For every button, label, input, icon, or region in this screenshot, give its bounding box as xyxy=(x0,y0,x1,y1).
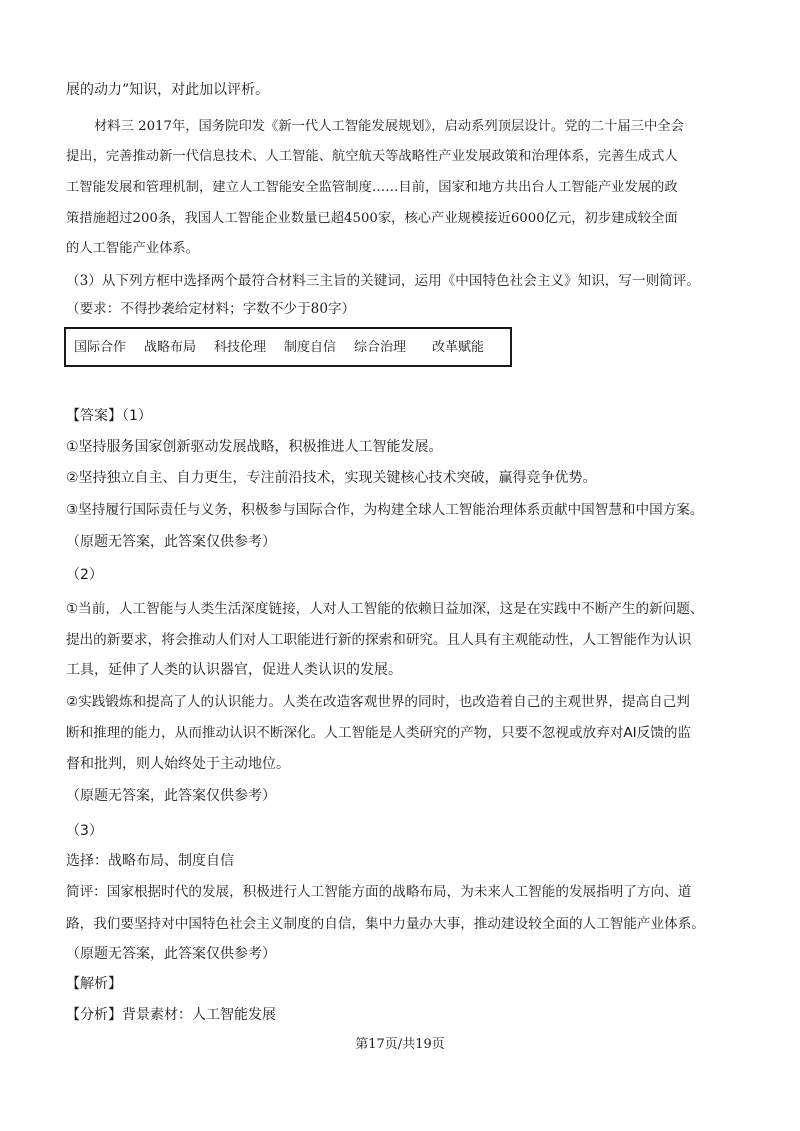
answer-line: 督和批判，则人始终处于主动地位。 xyxy=(66,756,290,772)
material-three-line: 提出，完善推动新一代信息技术、人工智能、航空航天等战略性产业发展政策和治理体系，完善生成式人 xyxy=(66,149,678,164)
answer-line: 工具，延伸了人类的认识器官，促进人类认识的发展。 xyxy=(66,662,402,678)
answer-subheading: （3） xyxy=(66,823,103,839)
answer-line: 简评：国家根据时代的发展，积极进行人工智能方面的战略布局，为未来人工智能的发展指明了方向、道 xyxy=(66,884,692,900)
question-three-requirement: （要求：不得抄袭给定材料；字数不少于80字） xyxy=(66,301,356,317)
answer-note: （原题无答案，此答案仅供参考） xyxy=(66,946,276,962)
answer-line: ②实践锻炼和提高了人的认识能力。人类在改造客观世界的同时，也改造着自己的主观世界，提高自己判 xyxy=(66,694,690,710)
material-three-line: 策措施超过200条，我国人工智能企业数量已超4500家，核心产业规模接近6000亿元，初步建成较全面 xyxy=(66,211,678,226)
question-text-line: 展的动力”知识，对此加以评析。 xyxy=(66,82,270,98)
answer-line: ③坚持履行国际责任与义务，积极参与国际合作，为构建全球人工智能治理体系贡献中国智慧和中国方案。 xyxy=(66,502,704,518)
answer-heading: 【答案】（1） xyxy=(66,408,152,424)
keyword: 国际合作 xyxy=(74,340,127,355)
question-three-prompt: （3）从下列方框中选择两个最符合材料三主旨的关键词，运用《中国特色社会主义》知识，写一则简评。 xyxy=(66,273,700,289)
keyword-box xyxy=(64,327,512,367)
answer-line: 提出的新要求，将会推动人们对人工职能进行新的探索和研究。且人具有主观能动性，人工智能作为认识 xyxy=(66,632,692,648)
material-three-line: 工智能发展和管理机制，建立人工智能安全监管制度……目前，国家和地方共出台人工智能产业发展的政 xyxy=(66,180,678,195)
keyword: 战略布局 xyxy=(144,340,197,355)
page-number: 第17页/共19页 xyxy=(355,1037,445,1052)
analysis-heading: 【解析】 xyxy=(66,976,122,992)
keyword: 制度自信 xyxy=(284,340,337,355)
material-three-line: 材料三 2017年，国务院印发《新一代人工智能发展规划》，启动系列顶层设计。党的二十届三中全会 xyxy=(94,119,684,134)
keyword: 综合治理 xyxy=(354,340,407,355)
answer-line: ②坚持独立自主、自力更生，专注前沿技术，实现关键核心技术突破，赢得竞争优势。 xyxy=(66,470,597,486)
answer-line: 路，我们要坚持对中国特色社会主义制度的自信，集中力量办大事，推动建设较全面的人工智能产业体系。 xyxy=(66,916,705,932)
answer-line: ①坚持服务国家创新驱动发展战略，积极推进人工智能发展。 xyxy=(66,439,443,455)
answer-note: （原题无答案，此答案仅供参考） xyxy=(66,788,276,804)
answer-line: 断和推理的能力，从而推动认识不断深化。人工智能是人类研究的产物，只要不忽视或放弃对AI反馈的监 xyxy=(66,725,692,741)
answer-line: 选择：战略布局、制度自信 xyxy=(66,853,234,869)
material-three-line: 的人工智能产业体系。 xyxy=(66,241,199,256)
answer-subheading: （2） xyxy=(66,567,103,583)
answer-note: （原题无答案，此答案仅供参考） xyxy=(66,534,276,550)
keyword: 科技伦理 xyxy=(214,340,267,355)
answer-line: ①当前，人工智能与人类生活深度链接，人对人工智能的依赖日益加深，这是在实践中不断产生的新问题、 xyxy=(66,601,704,617)
keyword: 改革赋能 xyxy=(432,340,485,355)
analysis-line: 【分析】背景素材：人工智能发展 xyxy=(66,1007,276,1023)
